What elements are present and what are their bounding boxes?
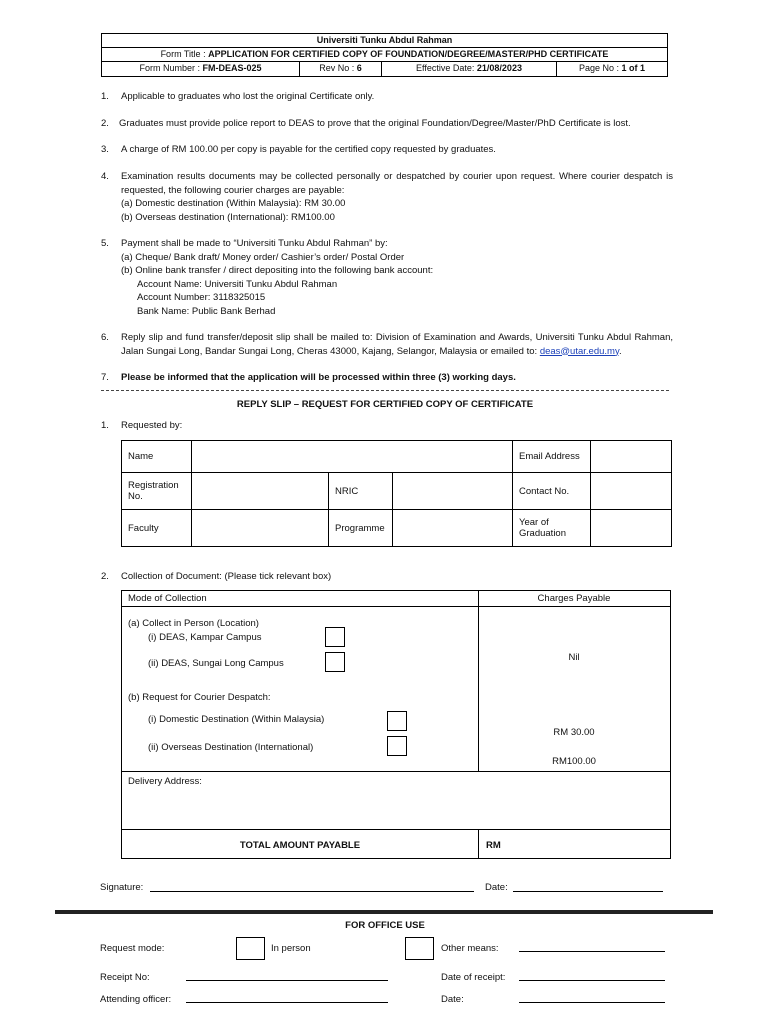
- domestic-label: (i) Domestic Destination (Within Malaysia): [148, 714, 325, 725]
- note-6: 6. Reply slip and fund transfer/deposit slip shall be mailed to: Division of Examination and Awards, Universiti Tunku Abdul Rahman, Jalan Sungai Long, Bandar Sungai Long, Cheras 43000, Kajang, Selangor, Malaysia or emailed to: deas@utar.edu.my.: [101, 332, 673, 357]
- overseas-checkbox[interactable]: [387, 736, 407, 756]
- email-field[interactable]: [591, 441, 672, 473]
- in-person-checkbox[interactable]: [236, 937, 265, 960]
- nil-charge: Nil: [568, 652, 580, 663]
- sungai-long-label: (ii) DEAS, Sungai Long Campus: [148, 658, 284, 669]
- domestic-checkbox[interactable]: [387, 711, 407, 731]
- other-means-checkbox[interactable]: [405, 937, 434, 960]
- in-person-label: In person: [271, 943, 311, 954]
- note-7: 7. Please be informed that the application will be processed within three (3) working days.: [101, 372, 516, 383]
- email-link[interactable]: deas@utar.edu.my: [539, 345, 619, 357]
- name-field[interactable]: [192, 441, 513, 473]
- kampar-label: (i) DEAS, Kampar Campus: [148, 632, 262, 643]
- rev-no: Rev No : 6: [300, 62, 382, 76]
- other-means-label: Other means:: [441, 943, 499, 954]
- note-1: 1. Applicable to graduates who lost the original Certificate only.: [101, 91, 375, 102]
- reply-slip-title: REPLY SLIP – REQUEST FOR CERTIFIED COPY OF CERTIFICATE: [236, 399, 534, 410]
- programme-field[interactable]: [393, 510, 513, 547]
- registration-field[interactable]: [192, 473, 329, 510]
- graduation-year-field[interactable]: [591, 510, 672, 547]
- receipt-no-label: Receipt No:: [100, 972, 150, 983]
- nric-label: NRIC: [329, 473, 393, 510]
- contact-label: Contact No.: [513, 473, 591, 510]
- email-label: Email Address: [513, 441, 591, 473]
- attending-officer-label: Attending officer:: [100, 994, 172, 1005]
- overseas-charge: RM100.00: [552, 756, 596, 767]
- signature-line[interactable]: [150, 891, 474, 892]
- university-name: Universiti Tunku Abdul Rahman: [102, 34, 667, 48]
- collect-in-person: (a) Collect in Person (Location): [128, 618, 259, 629]
- graduation-year-label: Year of Graduation: [513, 510, 591, 547]
- charges-header: Charges Payable: [537, 593, 611, 604]
- section-2-label: Collection of Document: (Please tick relevant box): [121, 571, 332, 582]
- requester-table: [121, 440, 672, 547]
- receipt-date-label: Date of receipt:: [441, 972, 506, 983]
- note-4: 4. Examination results documents may be collected personally or despatched by courier upon request. Where courier despatch is requested, the following courier charges are payable: (a) Domestic destination (Within Malaysia): RM 30.00 (b) Overseas destination (International): RM100.00: [101, 171, 673, 223]
- office-divider: [55, 910, 713, 914]
- courier-despatch: (b) Request for Courier Despatch:: [128, 692, 271, 703]
- officer-date-line[interactable]: [519, 1002, 665, 1003]
- other-means-line[interactable]: [519, 951, 665, 952]
- office-use-title: FOR OFFICE USE: [345, 920, 425, 931]
- domestic-charge: RM 30.00: [553, 727, 595, 738]
- form-number: Form Number : FM-DEAS-025: [102, 62, 300, 76]
- page-no: Page No : 1 of 1: [578, 63, 646, 73]
- registration-label: Registration No.: [122, 473, 192, 510]
- total-label: TOTAL AMOUNT PAYABLE: [239, 840, 361, 851]
- section-1-num: 1.: [101, 420, 109, 431]
- delivery-address-label: Delivery Address:: [128, 776, 202, 787]
- form-header: [101, 33, 668, 77]
- note-2: 2. Graduates must provide police report to DEAS to prove that the original Foundation/Degree/Master/PhD Certificate is lost.: [101, 118, 631, 129]
- faculty-label: Faculty: [122, 510, 192, 547]
- contact-field[interactable]: [591, 473, 672, 510]
- faculty-field[interactable]: [192, 510, 329, 547]
- mode-header: Mode of Collection: [128, 593, 207, 604]
- signature-label: Signature:: [100, 882, 144, 893]
- nric-field[interactable]: [393, 473, 513, 510]
- total-rm: RM: [486, 840, 501, 851]
- kampar-checkbox[interactable]: [325, 627, 345, 647]
- form-title-row: Form Title : APPLICATION FOR CERTIFIED COPY OF FOUNDATION/DEGREE/MASTER/PHD CERTIFICATE: [102, 48, 667, 62]
- sungai-long-checkbox[interactable]: [325, 652, 345, 672]
- name-label: Name: [122, 441, 192, 473]
- receipt-date-line[interactable]: [519, 980, 665, 981]
- officer-date-label: Date:: [441, 994, 464, 1005]
- form-title: APPLICATION FOR CERTIFIED COPY OF FOUNDATION/DEGREE/MASTER/PHD CERTIFICATE: [208, 49, 609, 59]
- effective-date: Effective Date: 21/08/2023: [382, 62, 557, 76]
- section-2-num: 2.: [101, 571, 109, 582]
- programme-label: Programme: [329, 510, 393, 547]
- request-mode-label: Request mode:: [100, 943, 165, 954]
- date-label: Date:: [485, 882, 508, 893]
- attending-officer-line[interactable]: [186, 1002, 388, 1003]
- note-5: 5. Payment shall be made to “Universiti Tunku Abdul Rahman” by: (a) Cheque/ Bank draft/ Money order/ Cashier’s order/ Postal Order (b) Online bank transfer / direct depositing into the following bank account: Account Name: Universiti Tunku Abdul Rahman Account Number: 3118325015 Bank Name: Public Bank Berhad: [101, 238, 434, 317]
- note-3: 3. A charge of RM 100.00 per copy is payable for the certified copy requested by graduates.: [101, 144, 496, 155]
- date-line[interactable]: [513, 891, 663, 892]
- section-1-label: Requested by:: [121, 420, 183, 431]
- cut-line: [101, 390, 669, 391]
- overseas-label: (ii) Overseas Destination (International): [148, 742, 314, 753]
- form-meta-row: [102, 62, 667, 76]
- receipt-no-line[interactable]: [186, 980, 388, 981]
